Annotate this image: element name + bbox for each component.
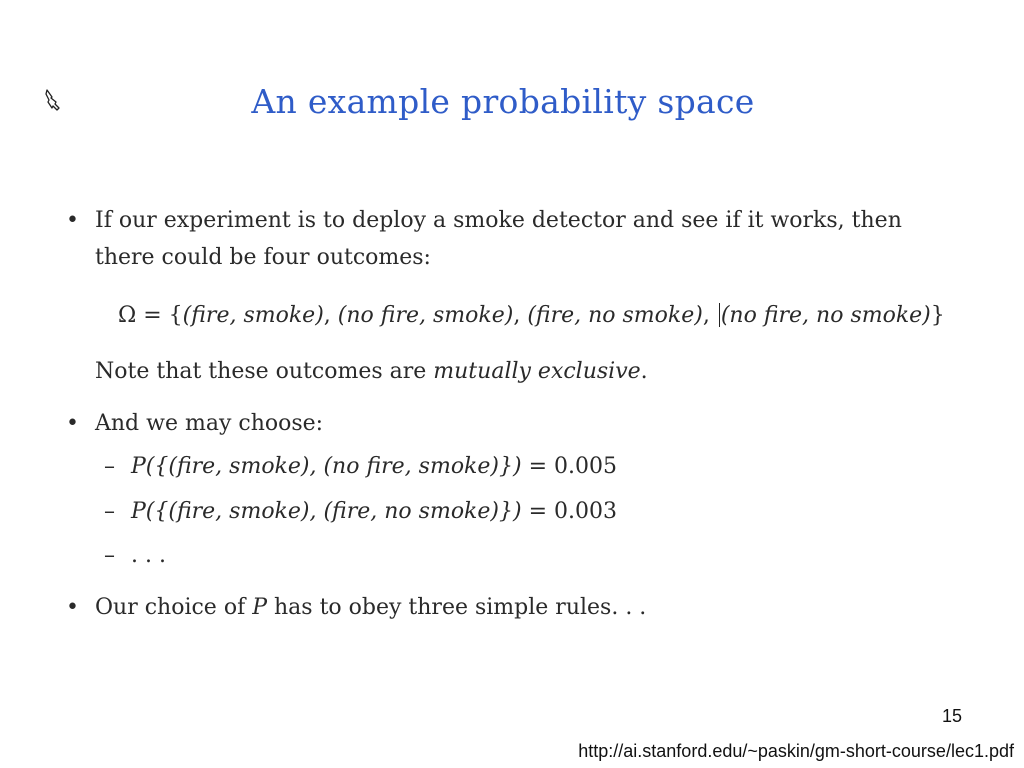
bullet2-text: And we may choose: <box>95 411 324 436</box>
source-url: http://ai.stanford.edu/~paskin/gm-short-course/lec1.pdf <box>578 741 1014 761</box>
note-prefix: Note that these outcomes are <box>95 359 434 384</box>
omega-lhs: Ω = { <box>118 303 183 328</box>
sub-item-2 <box>131 499 617 525</box>
sub2-expression: P({(fire, smoke), (fire, no smoke)}) <box>131 499 522 524</box>
sub-dash: – <box>104 499 115 524</box>
bullet-marker: • <box>66 595 79 620</box>
bullet3-prefix: Our choice of <box>95 595 253 620</box>
note-line <box>95 359 648 385</box>
note-suffix: . <box>640 359 648 384</box>
outcome-nofire-nosmoke: (no fire, no smoke) <box>720 303 931 328</box>
bullet3-suffix: has to obey three simple rules. . . <box>267 595 647 620</box>
omega-equation <box>118 303 945 329</box>
omega-close-brace: } <box>930 303 945 328</box>
text-caret <box>719 303 720 327</box>
separator: , <box>513 303 528 328</box>
bullet-marker: • <box>66 208 79 233</box>
page-number: 15 <box>941 706 962 726</box>
sub1-expression: P({(fire, smoke), (no fire, smoke)}) <box>131 454 522 479</box>
sub-dash: – <box>104 543 115 568</box>
bullet1-line2: there could be four outcomes: <box>95 245 431 270</box>
bullet-marker: • <box>66 411 79 436</box>
note-emphasis: mutually exclusive <box>433 359 641 384</box>
slide-title: An example probability space <box>251 82 755 121</box>
separator: , <box>323 303 338 328</box>
sub2-value: = 0.003 <box>521 499 617 524</box>
bullet3-text <box>95 595 646 621</box>
bullet1-line1: If our experiment is to deploy a smoke detector and see if it works, then <box>95 208 902 233</box>
bullet3-variable: P <box>252 595 268 620</box>
outcome-nofire-smoke: (no fire, smoke) <box>337 303 514 328</box>
outcome-fire-smoke: (fire, smoke) <box>182 303 324 328</box>
sub-dash: – <box>104 454 115 479</box>
sub-item-1 <box>131 454 617 480</box>
sub-item-3: . . . <box>131 543 166 568</box>
separator: , <box>702 303 717 328</box>
outcome-fire-nosmoke: (fire, no smoke) <box>527 303 703 328</box>
sub1-value: = 0.005 <box>521 454 617 479</box>
